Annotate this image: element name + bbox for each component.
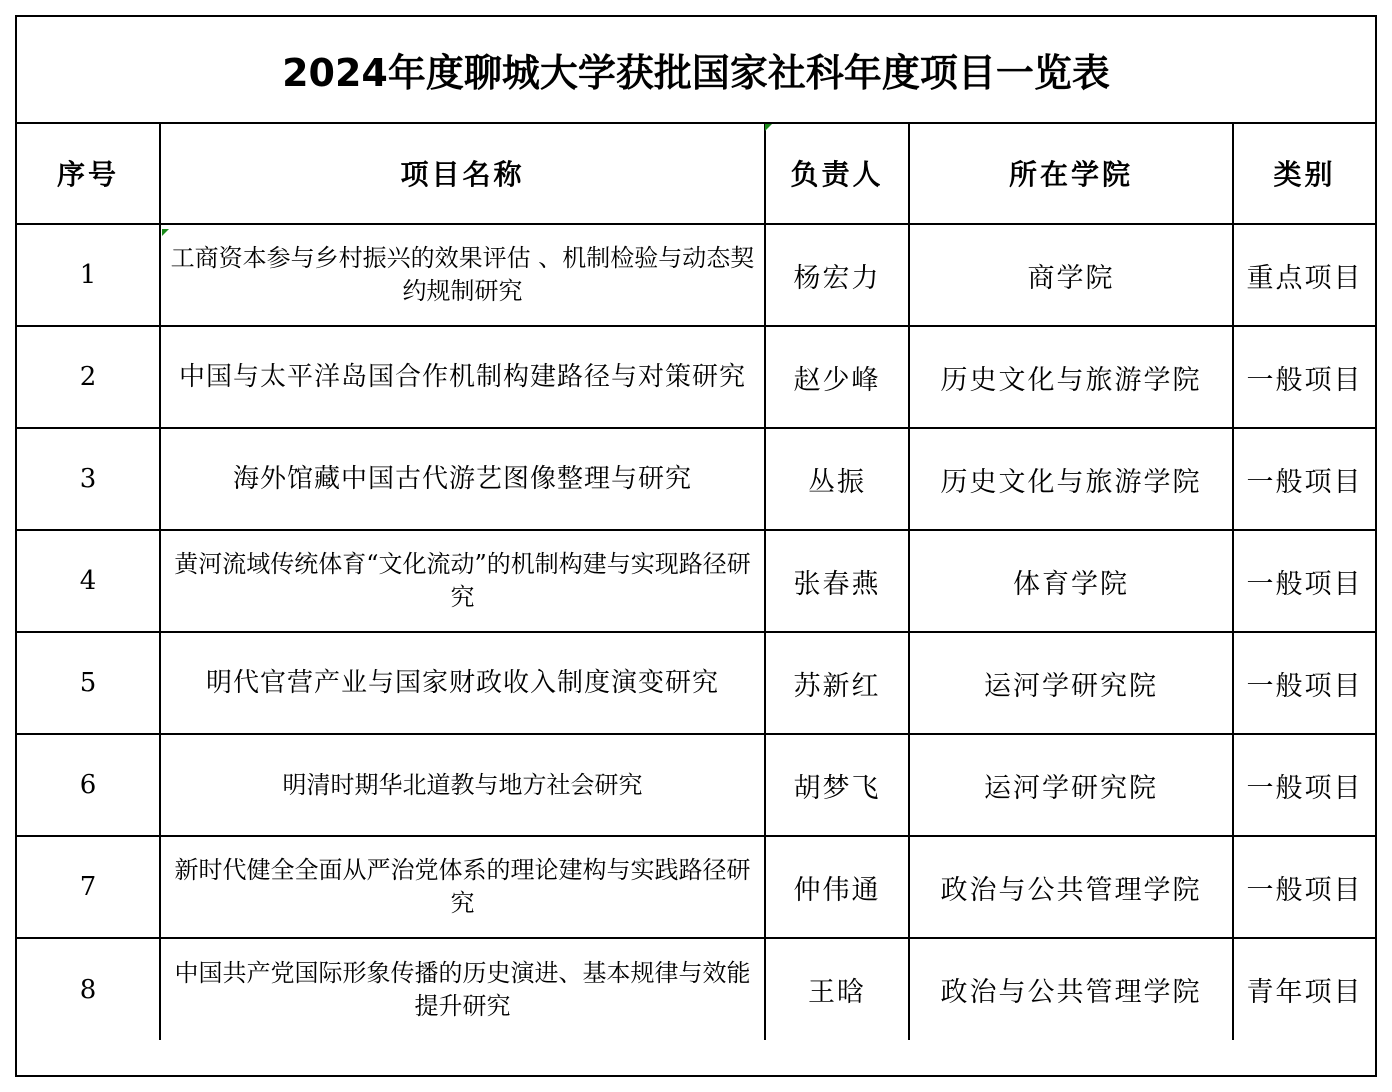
project-table xyxy=(17,122,1375,1040)
cell-leader[interactable]: 王晗 xyxy=(765,938,909,1040)
cell-leader[interactable]: 张春燕 xyxy=(765,530,909,632)
header-project[interactable]: 项目名称 xyxy=(160,122,765,224)
cell-seq[interactable]: 4 xyxy=(17,530,160,632)
table-row xyxy=(17,224,1375,326)
header-college[interactable]: 所在学院 xyxy=(909,122,1233,224)
cell-category[interactable]: 一般项目 xyxy=(1233,530,1375,632)
cell-project[interactable]: 明代官营产业与国家财政收入制度演变研究 xyxy=(160,632,765,734)
cell-project[interactable]: 新时代健全全面从严治党体系的理论建构与实践路径研究 xyxy=(160,836,765,938)
cell-project[interactable]: 海外馆藏中国古代游艺图像整理与研究 xyxy=(160,428,765,530)
cell-category[interactable]: 青年项目 xyxy=(1233,938,1375,1040)
table-row xyxy=(17,428,1375,530)
cell-project[interactable]: 工商资本参与乡村振兴的效果评估 、机制检验与动态契约规制研究 xyxy=(160,224,765,326)
header-seq[interactable]: 序号 xyxy=(17,122,160,224)
table-row xyxy=(17,734,1375,836)
cell-leader[interactable]: 丛振 xyxy=(765,428,909,530)
cell-seq[interactable]: 6 xyxy=(17,734,160,836)
cell-seq[interactable]: 3 xyxy=(17,428,160,530)
cell-college[interactable]: 体育学院 xyxy=(909,530,1233,632)
cell-project[interactable]: 黄河流域传统体育“文化流动”的机制构建与实现路径研究 xyxy=(160,530,765,632)
cell-category[interactable]: 一般项目 xyxy=(1233,428,1375,530)
cell-category[interactable]: 一般项目 xyxy=(1233,632,1375,734)
cell-seq[interactable]: 7 xyxy=(17,836,160,938)
spreadsheet-table xyxy=(15,15,1377,1077)
cell-seq[interactable]: 1 xyxy=(17,224,160,326)
cell-college[interactable]: 政治与公共管理学院 xyxy=(909,938,1233,1040)
cell-college[interactable]: 政治与公共管理学院 xyxy=(909,836,1233,938)
table-row xyxy=(17,530,1375,632)
cell-seq[interactable]: 5 xyxy=(17,632,160,734)
cell-project[interactable]: 明清时期华北道教与地方社会研究 xyxy=(160,734,765,836)
cell-project[interactable]: 中国共产党国际形象传播的历史演进、基本规律与效能提升研究 xyxy=(160,938,765,1040)
cell-leader[interactable]: 胡梦飞 xyxy=(765,734,909,836)
cell-category[interactable]: 一般项目 xyxy=(1233,836,1375,938)
title-cell[interactable] xyxy=(17,17,1375,124)
cell-college[interactable]: 运河学研究院 xyxy=(909,632,1233,734)
cell-category[interactable]: 重点项目 xyxy=(1233,224,1375,326)
page-title: 2024年度聊城大学获批国家社科年度项目一览表 xyxy=(282,51,1110,95)
comment-indicator-icon xyxy=(162,229,169,236)
table-row xyxy=(17,326,1375,428)
header-leader[interactable]: 负责人 xyxy=(765,122,909,224)
comment-indicator-icon xyxy=(765,124,772,131)
cell-leader[interactable]: 苏新红 xyxy=(765,632,909,734)
cell-college[interactable]: 运河学研究院 xyxy=(909,734,1233,836)
cell-college[interactable]: 商学院 xyxy=(909,224,1233,326)
cell-leader[interactable]: 杨宏力 xyxy=(765,224,909,326)
table-row xyxy=(17,938,1375,1040)
header-row xyxy=(17,122,1375,224)
cell-seq[interactable]: 2 xyxy=(17,326,160,428)
header-category[interactable]: 类别 xyxy=(1233,122,1375,224)
cell-leader[interactable]: 赵少峰 xyxy=(765,326,909,428)
cell-category[interactable]: 一般项目 xyxy=(1233,326,1375,428)
table-row xyxy=(17,632,1375,734)
cell-category[interactable]: 一般项目 xyxy=(1233,734,1375,836)
table-row xyxy=(17,836,1375,938)
cell-leader[interactable]: 仲伟通 xyxy=(765,836,909,938)
cell-seq[interactable]: 8 xyxy=(17,938,160,1040)
cell-college[interactable]: 历史文化与旅游学院 xyxy=(909,428,1233,530)
cell-college[interactable]: 历史文化与旅游学院 xyxy=(909,326,1233,428)
cell-project[interactable]: 中国与太平洋岛国合作机制构建路径与对策研究 xyxy=(160,326,765,428)
